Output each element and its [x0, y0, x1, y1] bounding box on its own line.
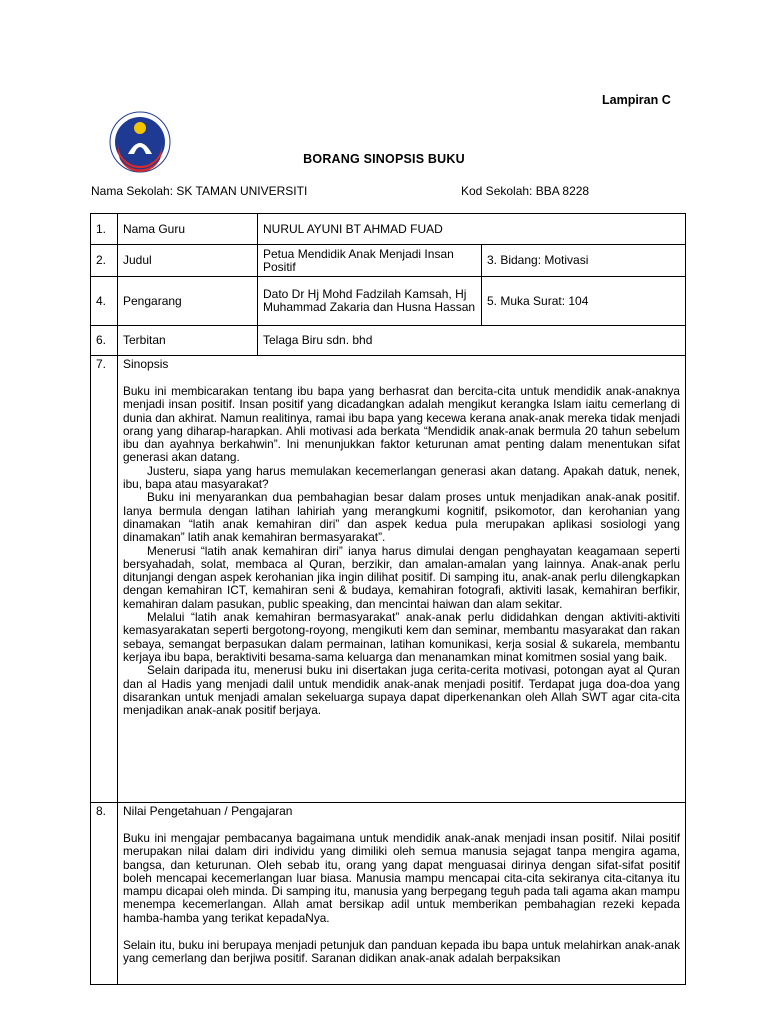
row-number: 8. — [91, 803, 118, 985]
row-number: 2. — [91, 245, 118, 277]
table-row — [91, 803, 686, 985]
table-row — [91, 277, 686, 326]
teacher-name-value: NURUL AYUNI BT AHMAD FUAD — [258, 214, 686, 245]
row-number: 6. — [91, 326, 118, 356]
school-code: Kod Sekolah: BBA 8228 — [461, 184, 590, 198]
school-name: Nama Sekolah: SK TAMAN UNIVERSITI — [91, 184, 308, 198]
row-number: 1. — [91, 214, 118, 245]
synopsis-paragraph: Buku ini menyarankan dua pembahagian besar dalam proses untuk menjadikan anak-anak positif. Ianya bermula dengan latihan lahiriah yang merangkumi kognitif, psikomotor, dan kerohanian yang dinamakan “latih anak kemahiran diri” dan aspek kedua pula merupakan aplikasi sosiologi yang dinamakan” latih anak kemahiran bermasyarakat”. — [123, 490, 680, 545]
row-label: Nama Guru — [118, 214, 258, 245]
synopsis-form-table — [90, 213, 686, 985]
table-row — [91, 245, 686, 277]
row-label: Terbitan — [118, 326, 258, 356]
lessons-heading: Nilai Pengetahuan / Pengajaran — [123, 804, 293, 818]
lessons-paragraph: Selain itu, buku ini berupaya menjadi petunjuk dan panduan kepada ibu bapa untuk melahirkan anak-anak yang cemerlang dan berjiwa positif. Saranan didikan anak-anak adalah berpaksikan — [123, 938, 680, 966]
lessons-paragraph: Buku ini mengajar pembacanya bagaimana untuk mendidik anak-anak menjadi insan positif. Nilai positif merupakan nilai dalam diri individu yang dimiliki oleh semua manusia sejagat tanpa mengira agama, bangsa, dan keturunan. Oleh sebab itu, orang yang dapat menguasai dirinya dengan sifat-sifat positif boleh mencapai kecemerlangan luar biasa. Manusia mampu mencapai cita-cita sekiranya cita-citanya itu mampu dicapai oleh minda. Di samping itu, manusia yang berpegang teguh pada tali agama akan mampu menempa kecemerlangan. Allah amat bersikap adil untuk memberikan pembahagian rezeki kepada hamba-hamba yang terikat kepadaNya. — [123, 831, 680, 925]
table-row — [91, 356, 686, 803]
appendix-label: Lampiran C — [602, 93, 671, 107]
row-label: Judul — [118, 245, 258, 277]
table-row — [91, 214, 686, 245]
lessons-cell — [118, 803, 686, 985]
row-number: 4. — [91, 277, 118, 326]
author-value: Dato Dr Hj Mohd Fadzilah Kamsah, Hj Muhammad Zakaria dan Husna Hassan — [258, 277, 482, 326]
synopsis-paragraph: Justeru, siapa yang harus memulakan kecemerlangan generasi akan datang. Apakah datuk, nenek, ibu, bapa atau masyarakat? — [123, 463, 680, 492]
field-value: 3. Bidang: Motivasi — [482, 245, 686, 277]
book-title-value: Petua Mendidik Anak Menjadi Insan Positif — [258, 245, 482, 277]
table-row — [91, 326, 686, 356]
page-count-value: 5. Muka Surat: 104 — [482, 277, 686, 326]
row-label: Pengarang — [118, 277, 258, 326]
publisher-value: Telaga Biru sdn. bhd — [258, 326, 686, 356]
row-number: 7. — [91, 356, 118, 803]
synopsis-paragraph: Menerusi “latih anak kemahiran diri” ianya harus dimulai dengan penghayatan keagamaan seperti bersyahadah, solat, membaca al Quran, berzikir, dan amalan-amalan yang lainnya. Anak-anak perlu ditunjangi dengan aspek kerohanian jika ingin dilihat positif. Di samping itu, anak-anak perlu dilengkapkan dengan kemahiran ICT, kemahiran seni & budaya, kemahiran fotografi, aktiviti lasak, kemahiran berfikir, kemahiran dalam pasukan, public speaking, dan mencintai haiwan dan alam sekitar. — [123, 543, 680, 611]
synopsis-cell — [118, 356, 686, 803]
synopsis-paragraph: Melalui “latih anak kemahiran bermasyarakat” anak-anak perlu dididahkan dengan aktiviti-aktiviti kemasyarakatan seperti bergotong-royong, mengikuti kem dan seminar, membantu masyarakat dan rakan sebaya, semangat berpasukan dalam permainan, latihan komunikasi, kerja sosial & sukarela, membantu kerjaya ibu bapa, beraktiviti besama-sama keluarga dan menanamkan minat komitmen sosial yang baik. — [123, 610, 680, 664]
form-title: BORANG SINOPSIS BUKU — [303, 152, 465, 166]
synopsis-paragraph: Buku ini membicarakan tentang ibu bapa yang berhasrat dan bercita-cita untuk mendidik anak-anaknya menjadi insan positif. Insan positif yang dicadangkan adalah mengikut kerangka Islam iaitu cemerlang di dunia dan akhirat. Namun realitinya, ramai ibu bapa yang kecewa kerana anak-anak mereka tidak menjadi orang yang diharap-harapkan. Ahli motivasi ada berkata “Mendidik anak-anak bermula 20 tahun sebelum ibu dan ayahnya berkahwin”. Ini menunjukkan faktor keturunan amat penting dalam menentukan sifat generasi akan datang. — [123, 384, 680, 465]
synopsis-paragraph: Selain daripada itu, menerusi buku ini disertakan juga cerita-cerita motivasi, potongan ayat al Quran dan al Hadis yang menjadi dalil untuk mendidik anak-anak menjadi positif. Terdapat juga doa-doa yang disarankan untuk menjadi amalan sekeluarga supaya dapat diperkenankan oleh Allah SWT agar cita-cita menjadikan anak-anak positif berjaya. — [123, 663, 680, 718]
synopsis-heading: Sinopsis — [123, 357, 169, 371]
